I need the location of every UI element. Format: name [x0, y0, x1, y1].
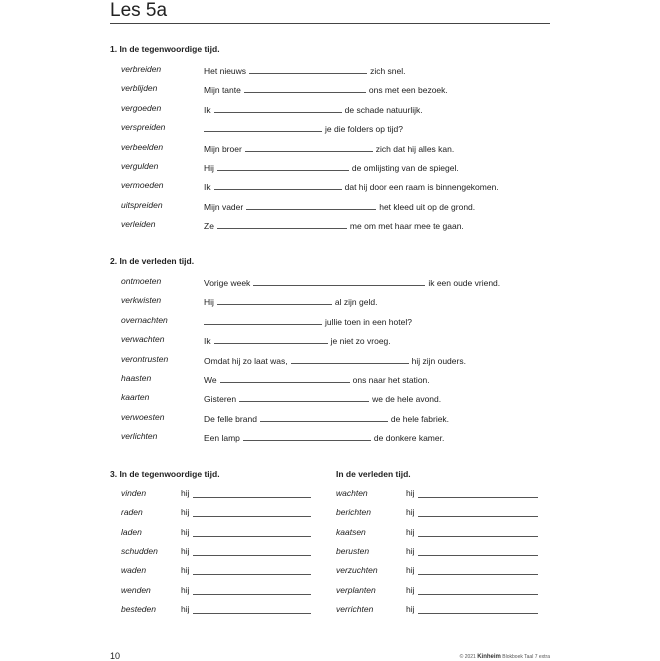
exercise-verb: verbeelden	[121, 141, 164, 152]
exercise-verb: verbreiden	[121, 64, 162, 74]
page-title: Les 5a	[110, 0, 168, 21]
answer-blank[interactable]	[214, 180, 342, 190]
answer-blank[interactable]	[291, 354, 409, 364]
sentence-end: de donkere kamer.	[373, 433, 445, 444]
exercise-sentence	[204, 122, 403, 134]
exercise-sentence	[204, 83, 448, 95]
exercise-sentence	[204, 64, 406, 76]
exercise-verb: verwachten	[121, 334, 165, 345]
sentence-start: Mijn broer	[204, 143, 242, 154]
pronoun-hij: hij	[181, 488, 190, 498]
section-3-heading-right: In de verleden tijd.	[336, 469, 411, 479]
sentence-end: ik een oude vriend.	[428, 278, 501, 288]
conjugation-verb: laden	[121, 526, 142, 537]
exercise-verb: verkwisten	[121, 295, 162, 306]
conjugation-verb: kaatsen	[336, 526, 366, 537]
footer-book: Blokboek Taal 7 extra	[502, 654, 550, 660]
answer-blank[interactable]	[243, 431, 371, 441]
exercise-verb: haasten	[121, 373, 152, 383]
sentence-start: Mijn tante	[204, 85, 241, 96]
pronoun-hij: hij	[406, 603, 415, 614]
answer-blank[interactable]	[204, 315, 322, 325]
answer-blank[interactable]	[204, 122, 322, 132]
answer-blank[interactable]	[193, 516, 311, 517]
pronoun-hij: hij	[181, 526, 190, 537]
answer-blank[interactable]	[245, 142, 373, 152]
sentence-start: Ik	[204, 336, 211, 347]
sentence-start: We	[204, 375, 217, 385]
answer-blank[interactable]	[239, 392, 369, 402]
exercise-sentence	[204, 103, 423, 115]
exercise-sentence	[204, 431, 444, 443]
conjugation-verb: berusten	[336, 545, 370, 556]
conjugation-verb: besteden	[121, 603, 156, 614]
answer-blank[interactable]	[249, 64, 367, 74]
exercise-verb: verwoesten	[121, 411, 165, 422]
exercise-sentence	[204, 142, 454, 154]
answer-blank[interactable]	[214, 103, 342, 113]
sentence-end: de hele fabriek.	[390, 413, 450, 424]
answer-blank[interactable]	[214, 334, 328, 344]
answer-blank[interactable]	[418, 574, 538, 575]
exercise-sentence	[204, 180, 499, 192]
section-2-heading: 2. In de verleden tijd.	[110, 256, 195, 266]
sentence-start: Vorige week	[204, 278, 251, 288]
sentence-end: al zijn geld.	[334, 297, 378, 308]
pronoun-hij: hij	[181, 545, 190, 556]
exercise-verb: overnachten	[121, 314, 168, 325]
sentence-end: jullie toen in een hotel?	[325, 316, 412, 327]
exercise-sentence	[204, 200, 475, 212]
answer-blank[interactable]	[193, 536, 311, 537]
sentence-end: me om met haar mee te gaan.	[349, 221, 464, 232]
exercise-verb: uitspreiden	[121, 199, 163, 210]
answer-blank[interactable]	[418, 497, 538, 498]
exercise-sentence	[204, 219, 464, 231]
sentence-start: Ik	[204, 104, 211, 115]
sentence-end: je die folders op tijd?	[325, 124, 403, 135]
sentence-end: het kleed uit op de grond.	[379, 201, 476, 212]
sentence-start: Hij	[204, 163, 214, 173]
conjugation-verb: vinden	[121, 488, 147, 498]
footer-copyright: © 2021	[459, 654, 476, 660]
exercise-sentence	[204, 392, 441, 404]
answer-blank[interactable]	[193, 555, 311, 556]
pronoun-hij: hij	[181, 507, 190, 518]
sentence-end: dat hij door een raam is binnengekomen.	[344, 182, 499, 193]
footer-brand: Kinheim	[477, 654, 501, 660]
pronoun-hij: hij	[406, 488, 415, 498]
pronoun-hij: hij	[181, 584, 190, 595]
exercise-sentence	[204, 295, 377, 307]
answer-blank[interactable]	[217, 295, 332, 305]
answer-blank[interactable]	[220, 373, 350, 383]
sentence-end: de schade natuurlijk.	[344, 104, 423, 115]
pronoun-hij: hij	[181, 565, 190, 576]
exercise-verb: verleiden	[121, 219, 156, 230]
exercise-verb: kaarten	[121, 392, 150, 403]
title-divider	[110, 23, 550, 24]
exercise-sentence	[204, 276, 500, 288]
conjugation-verb: verplanten	[336, 584, 376, 595]
answer-blank[interactable]	[193, 613, 311, 614]
conjugation-verb: waden	[121, 565, 147, 576]
answer-blank[interactable]	[193, 574, 311, 575]
exercise-sentence	[204, 315, 412, 327]
sentence-end: zich dat hij alles kan.	[375, 143, 455, 154]
pronoun-hij: hij	[406, 507, 415, 518]
exercise-verb: vergulden	[121, 161, 159, 171]
answer-blank[interactable]	[260, 412, 388, 422]
exercise-sentence	[204, 373, 430, 385]
page-number: 10	[110, 651, 121, 661]
exercise-verb: vermoeden	[121, 180, 164, 191]
conjugation-verb: wenden	[121, 584, 151, 595]
sentence-end: ons met een bezoek.	[368, 85, 448, 96]
conjugation-verb: wachten	[336, 488, 368, 498]
sentence-start: Ik	[204, 182, 211, 193]
sentence-start: Mijn vader	[204, 201, 244, 212]
sentence-end: ons naar het station.	[352, 375, 430, 385]
answer-blank[interactable]	[418, 555, 538, 556]
answer-blank[interactable]	[244, 83, 366, 93]
pronoun-hij: hij	[406, 545, 415, 556]
answer-blank[interactable]	[418, 613, 538, 614]
pronoun-hij: hij	[406, 584, 415, 595]
answer-blank[interactable]	[418, 594, 538, 595]
footer-credit	[460, 654, 550, 660]
pronoun-hij: hij	[406, 565, 415, 576]
pronoun-hij: hij	[181, 603, 190, 614]
conjugation-verb: raden	[121, 507, 143, 518]
sentence-start: De felle brand	[204, 413, 257, 424]
sentence-end: de omlijsting van de spiegel.	[351, 163, 459, 173]
answer-blank[interactable]	[193, 594, 311, 595]
exercise-sentence	[204, 354, 466, 366]
answer-blank[interactable]	[193, 497, 311, 498]
sentence-start: Ze	[204, 221, 214, 232]
sentence-start: Gisteren	[204, 394, 237, 405]
answer-blank[interactable]	[217, 219, 347, 229]
sentence-start: Een lamp	[204, 433, 240, 444]
exercise-sentence	[204, 161, 459, 173]
answer-blank[interactable]	[253, 276, 425, 286]
conjugation-verb: verzuchten	[336, 565, 378, 576]
sentence-end: je niet zo vroeg.	[330, 336, 391, 347]
conjugation-verb: schudden	[121, 545, 158, 556]
exercise-sentence	[204, 412, 449, 424]
sentence-start: Hij	[204, 297, 214, 308]
sentence-start: Het nieuws	[204, 66, 247, 76]
pronoun-hij: hij	[406, 526, 415, 537]
sentence-start: Omdat hij zo laat was,	[204, 355, 288, 366]
answer-blank[interactable]	[418, 536, 538, 537]
answer-blank[interactable]	[418, 516, 538, 517]
sentence-end: zich snel.	[370, 66, 406, 76]
answer-blank[interactable]	[217, 161, 349, 171]
exercise-verb: ontmoeten	[121, 276, 162, 286]
conjugation-verb: berichten	[336, 507, 371, 518]
exercise-verb: verspreiden	[121, 122, 166, 133]
section-3-heading-left: 3. In de tegenwoordige tijd.	[110, 469, 220, 479]
exercise-sentence	[204, 334, 391, 346]
exercise-verb: verlichten	[121, 431, 158, 442]
sentence-end: we de hele avond.	[372, 394, 442, 405]
conjugation-verb: verrichten	[336, 603, 374, 614]
sentence-end: hij zijn ouders.	[411, 355, 466, 366]
exercise-verb: verblijden	[121, 83, 158, 94]
answer-blank[interactable]	[246, 200, 376, 210]
section-1-heading: 1. In de tegenwoordige tijd.	[110, 44, 220, 54]
exercise-verb: vergoeden	[121, 102, 162, 113]
exercise-verb: verontrusten	[121, 353, 169, 364]
